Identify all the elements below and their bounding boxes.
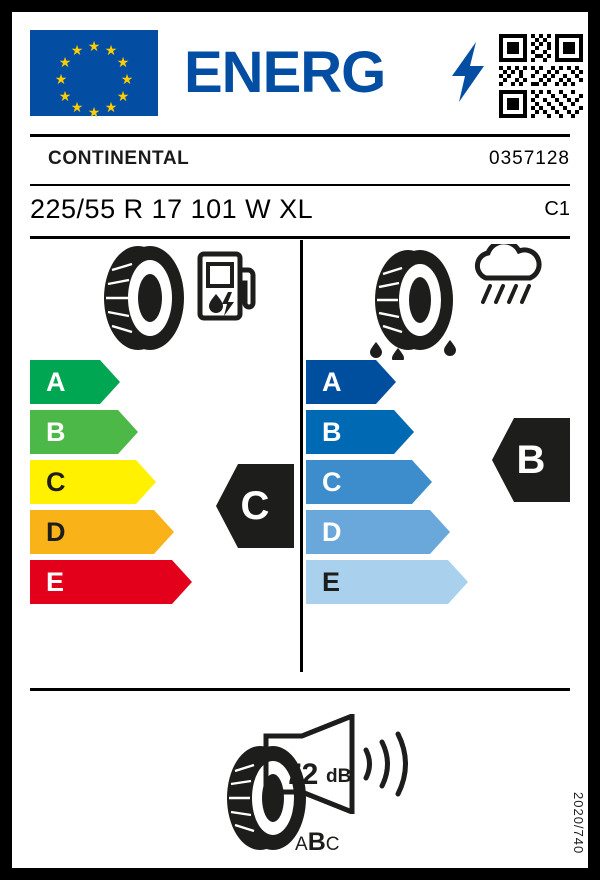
noise-class-scale	[295, 828, 339, 857]
wet-grip-panel	[306, 240, 570, 610]
tyre-size: 225/55 R 17 101 W XL	[30, 194, 314, 224]
grade-letter: C	[46, 467, 66, 497]
grade-letter: B	[322, 417, 342, 447]
fuel-efficiency-panel	[30, 240, 298, 610]
label-header	[12, 12, 588, 120]
divider-noise	[30, 688, 570, 691]
grade-bar	[30, 410, 298, 454]
lightning-bolt-icon	[450, 42, 486, 102]
divider-vertical	[300, 240, 303, 672]
brand-name: CONTINENTAL	[48, 148, 190, 169]
grade-bar	[306, 510, 570, 554]
noise-panel	[30, 702, 570, 856]
divider-size	[30, 236, 570, 239]
grade-letter: A	[46, 367, 66, 397]
grade-letter: D	[46, 517, 66, 547]
regulation-reference: 2020/740	[571, 791, 586, 854]
wet-grip-rating: B	[516, 438, 546, 482]
tyre-class: C1	[544, 198, 570, 220]
grade-letter: E	[322, 567, 341, 597]
fuel-efficiency-rating: C	[240, 484, 270, 528]
noise-unit: dB	[326, 766, 352, 787]
divider-header	[30, 134, 570, 137]
product-code: 0357128	[489, 148, 570, 169]
noise-class-a: A	[295, 834, 308, 855]
grade-bar	[30, 560, 298, 604]
energ-wordmark: ENERG	[184, 40, 386, 105]
fuel-efficiency-pictogram	[30, 240, 298, 360]
european-union-flag: ★ ★ ★ ★ ★ ★ ★ ★ ★ ★ ★ ★	[30, 30, 158, 116]
wet-grip-pictogram	[306, 240, 570, 360]
wet-grip-rating-marker	[492, 418, 570, 502]
noise-class-c: C	[325, 834, 340, 855]
grade-bar	[30, 360, 298, 404]
divider-brand	[30, 184, 570, 186]
fuel-efficiency-rating-marker	[216, 464, 294, 548]
noise-class-selected: B	[307, 828, 326, 856]
grade-bar	[306, 360, 570, 404]
grade-letter: C	[322, 467, 342, 497]
grade-letter: A	[322, 367, 342, 397]
grade-letter: D	[322, 517, 342, 547]
qr-code-icon	[499, 34, 583, 118]
grade-letter: B	[46, 417, 66, 447]
grade-letter: E	[46, 567, 65, 597]
noise-value: 72	[285, 758, 319, 791]
tyre-label	[12, 12, 588, 868]
grade-bar	[306, 560, 570, 604]
